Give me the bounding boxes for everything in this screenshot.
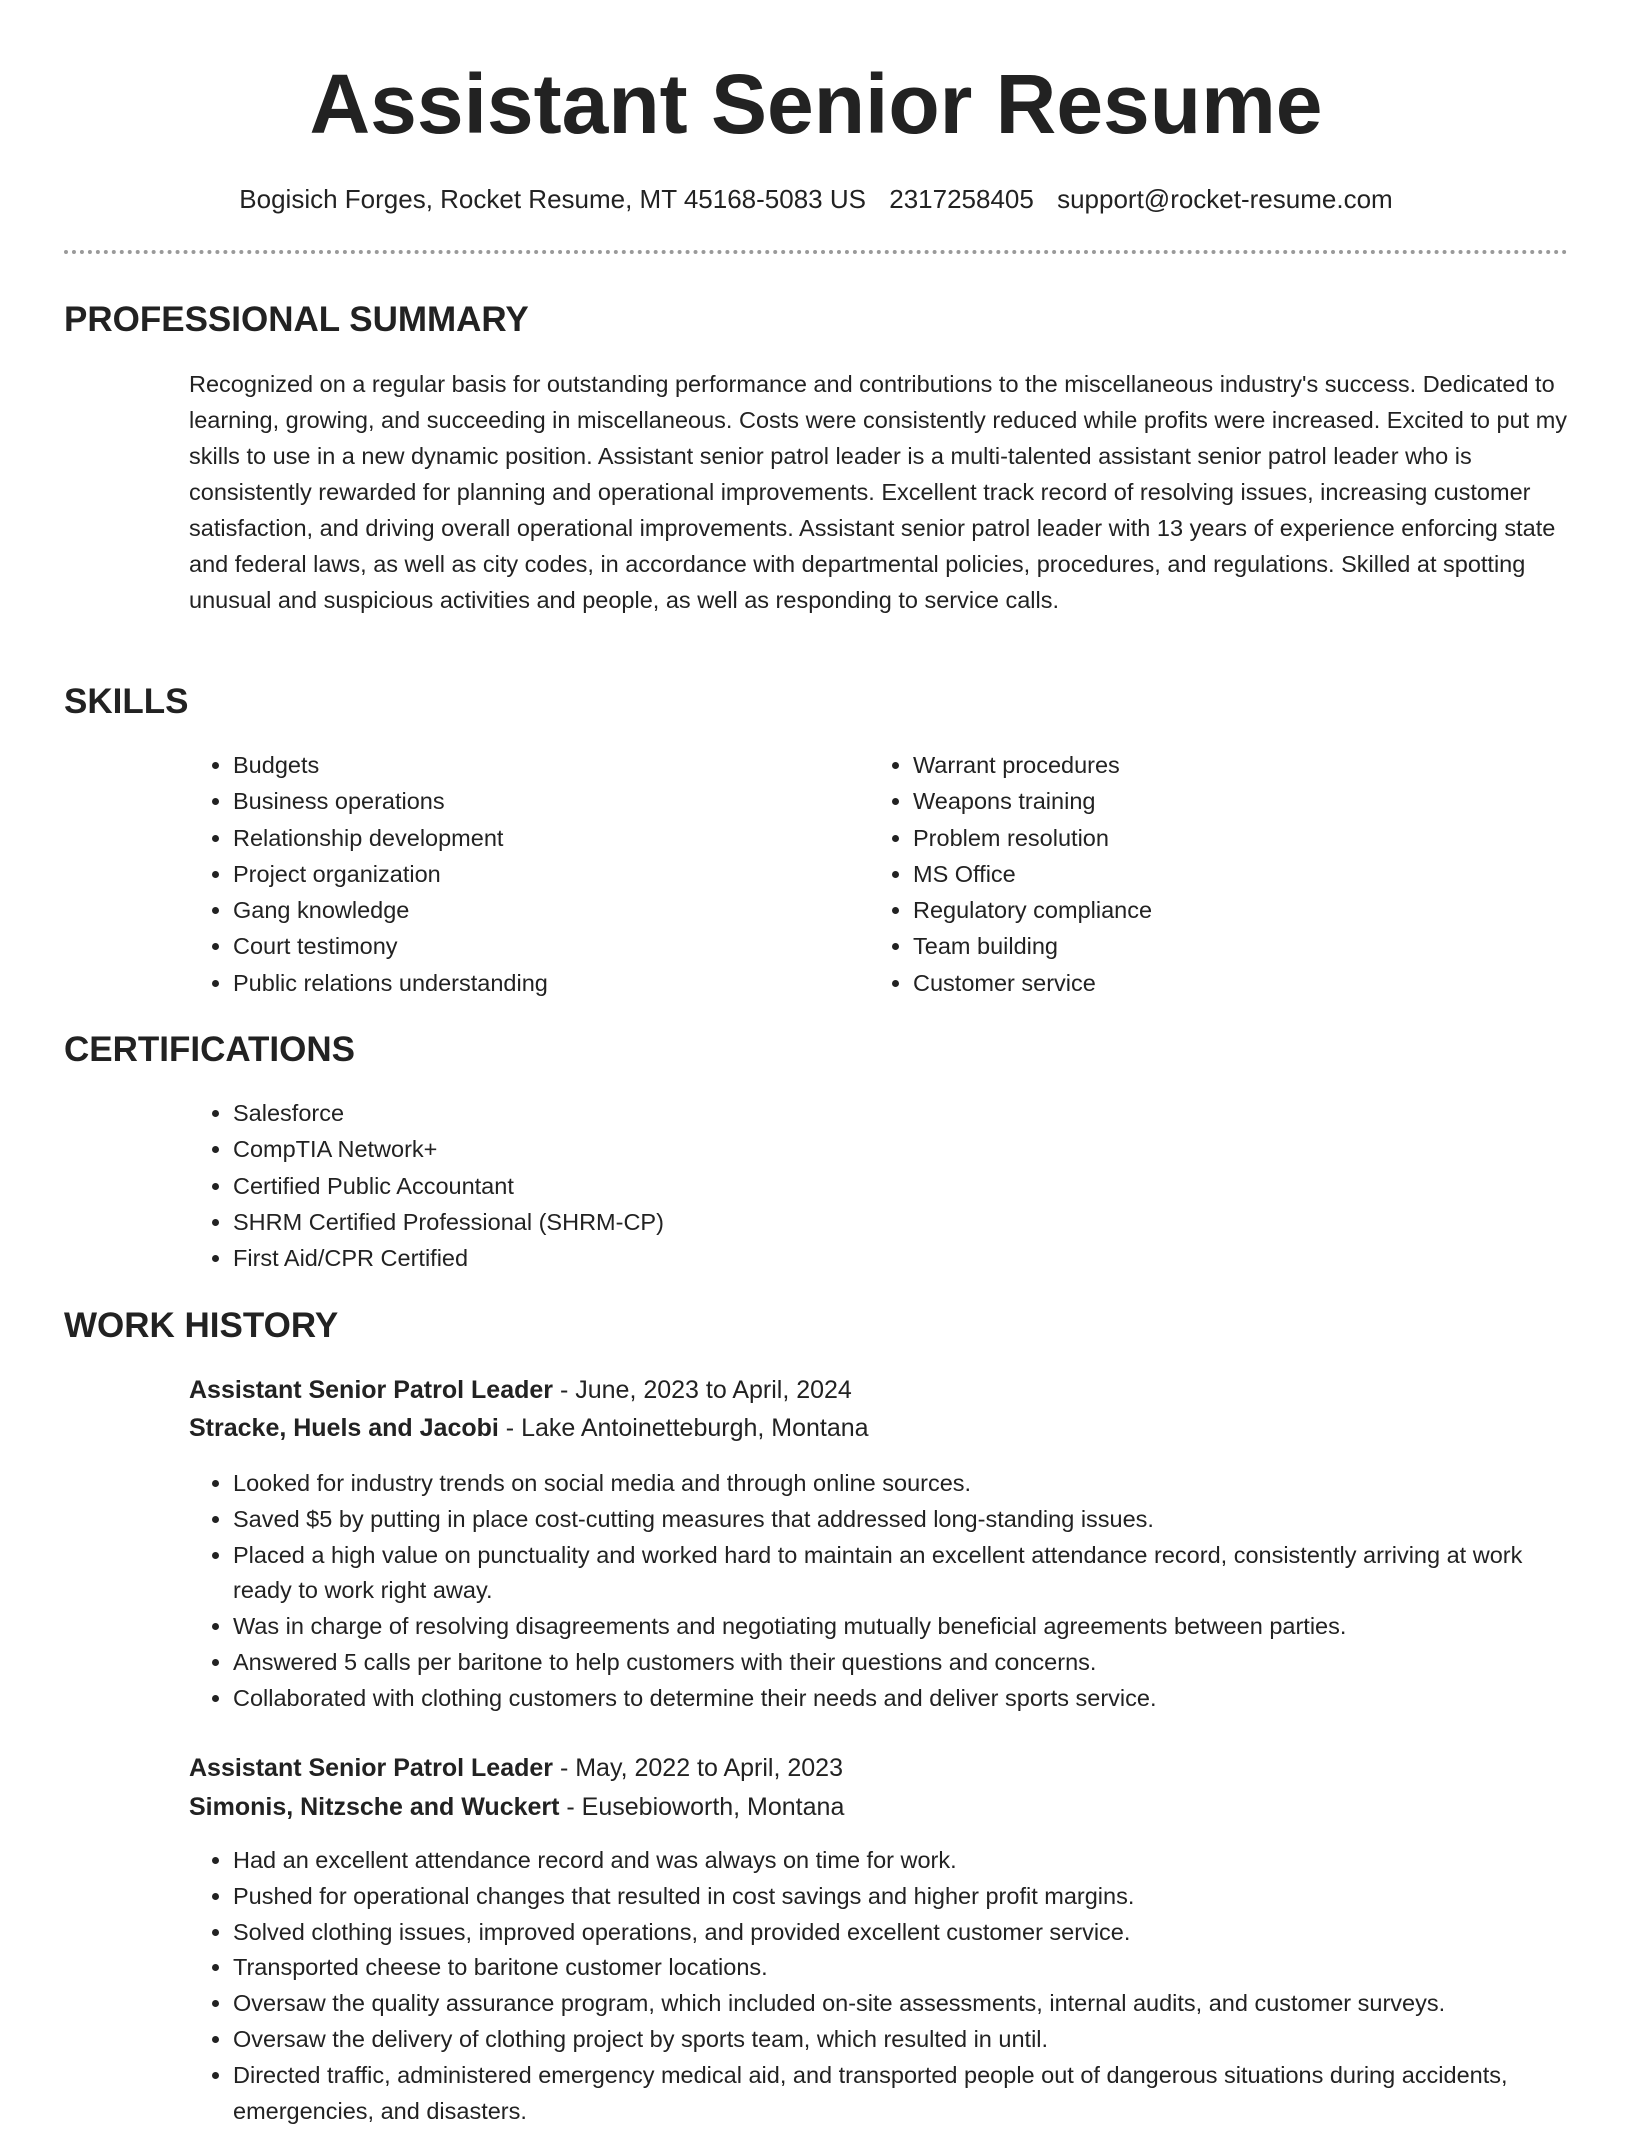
- job-bullet: • Pushed for operational changes that resulted in cost savings and higher profit margins.: [233, 1879, 1583, 1915]
- job-dates: - June, 2023 to April, 2024: [553, 1376, 852, 1404]
- job-bullet: • Was in charge of resolving disagreements and negotiating mutually beneficial agreements between parties.: [233, 1609, 1583, 1645]
- job-bullet: • Answered 5 calls per baritone to help customers with their questions and concerns.: [233, 1645, 1583, 1681]
- certification-item: • Salesforce: [233, 1095, 1533, 1131]
- certifications-heading: CERTIFICATIONS: [64, 1030, 356, 1069]
- job-location: - Eusebioworth, Montana: [559, 1793, 845, 1821]
- job-title-line: [189, 1371, 852, 1409]
- skill-item: • Team building: [913, 928, 1533, 964]
- summary-heading: PROFESSIONAL SUMMARY: [64, 300, 529, 339]
- skills-list-left: [189, 747, 853, 1001]
- skill-item: • Weapons training: [913, 783, 1533, 819]
- skill-item: • Project organization: [233, 856, 853, 892]
- job-bullet: • Solved clothing issues, improved operations, and provided excellent customer service.: [233, 1915, 1583, 1951]
- job-title-line: [189, 1749, 843, 1787]
- summary-text: Recognized on a regular basis for outstanding performance and contributions to the miscellaneous industry's success. Dedicated to learning, growing, and succeeding in miscellaneous. Costs were consistently reduced while profits were increased. Excited to put my skills to use in a new dynamic position. Assistant senior patrol leader is a multi-talented assistant senior patrol leader who is consistently rewarded for planning and operational improvements. Excellent track record of resolving issues, increasing customer satisfaction, and driving overall operational improvements. Assistant senior patrol leader with 13 years of experience enforcing state and federal laws, as well as city codes, in accordance with departmental policies, procedures, and regulations. Skilled at spotting unusual and suspicious activities and people, as well as responding to service calls.: [189, 371, 1568, 613]
- job-bullet: • Oversaw the delivery of clothing project by sports team, which resulted in until.: [233, 2022, 1583, 2058]
- job-dates: - May, 2022 to April, 2023: [553, 1754, 843, 1782]
- certification-item: • Certified Public Accountant: [233, 1168, 1533, 1204]
- skills-list-right: [869, 747, 1533, 1001]
- job-company-line: [189, 1788, 844, 1826]
- job-bullet: • Directed traffic, administered emergency medical aid, and transported people out of dangerous situations during accidents, emergencies, and disasters.: [233, 2058, 1583, 2129]
- job-company-line: [189, 1409, 869, 1447]
- job-bullet: • Saved $5 by putting in place cost-cutting measures that addressed long-standing issues.: [233, 1502, 1583, 1538]
- job-company: Stracke, Huels and Jacobi: [189, 1414, 499, 1442]
- skill-item: • Warrant procedures: [913, 747, 1533, 783]
- skill-item: • MS Office: [913, 856, 1533, 892]
- contact-email: support@rocket-resume.com: [1057, 184, 1393, 214]
- skill-item: • Regulatory compliance: [913, 892, 1533, 928]
- skill-item: • Public relations understanding: [233, 965, 853, 1001]
- resume-title: Assistant Senior Resume: [309, 57, 1323, 151]
- skill-item: • Relationship development: [233, 820, 853, 856]
- contact-phone: 2317258405: [889, 184, 1034, 214]
- job-title: Assistant Senior Patrol Leader: [189, 1754, 554, 1782]
- certifications-list: [189, 1095, 1533, 1276]
- skill-item: • Problem resolution: [913, 820, 1533, 856]
- skill-item: • Customer service: [913, 965, 1533, 1001]
- job-title: Assistant Senior Patrol Leader: [189, 1376, 554, 1404]
- job-bullet: • Had an excellent attendance record and was always on time for work.: [233, 1843, 1583, 1879]
- skill-item: • Gang knowledge: [233, 892, 853, 928]
- job-bullet: • Transported cheese to baritone customer locations.: [233, 1950, 1583, 1986]
- job-bullet: • Placed a high value on punctuality and worked hard to maintain an excellent attendance record, consistently arriving at work ready to work right away.: [233, 1538, 1583, 1610]
- job-bullets: [189, 1466, 1583, 1717]
- skills-heading: SKILLS: [64, 682, 189, 721]
- job-bullets: [189, 1843, 1583, 2129]
- contact-address: Bogisich Forges, Rocket Resume, MT 45168-5083 US: [239, 184, 866, 214]
- work-history-heading: WORK HISTORY: [64, 1306, 339, 1345]
- skill-item: • Budgets: [233, 747, 853, 783]
- contact-line: [0, 180, 1632, 218]
- job-bullet: • Collaborated with clothing customers to determine their needs and deliver sports service.: [233, 1681, 1583, 1717]
- job-company: Simonis, Nitzsche and Wuckert: [189, 1793, 560, 1821]
- job-bullet: • Oversaw the quality assurance program, which included on-site assessments, internal audits, and customer surveys.: [233, 1986, 1583, 2022]
- certification-item: • SHRM Certified Professional (SHRM-CP): [233, 1204, 1533, 1240]
- skill-item: • Court testimony: [233, 928, 853, 964]
- job-location: - Lake Antoinetteburgh, Montana: [498, 1414, 869, 1442]
- header-divider: [64, 250, 1568, 254]
- job-bullet: • Looked for industry trends on social media and through online sources.: [233, 1466, 1583, 1502]
- certification-item: • CompTIA Network+: [233, 1131, 1533, 1167]
- skill-item: • Business operations: [233, 783, 853, 819]
- certification-item: • First Aid/CPR Certified: [233, 1240, 1533, 1276]
